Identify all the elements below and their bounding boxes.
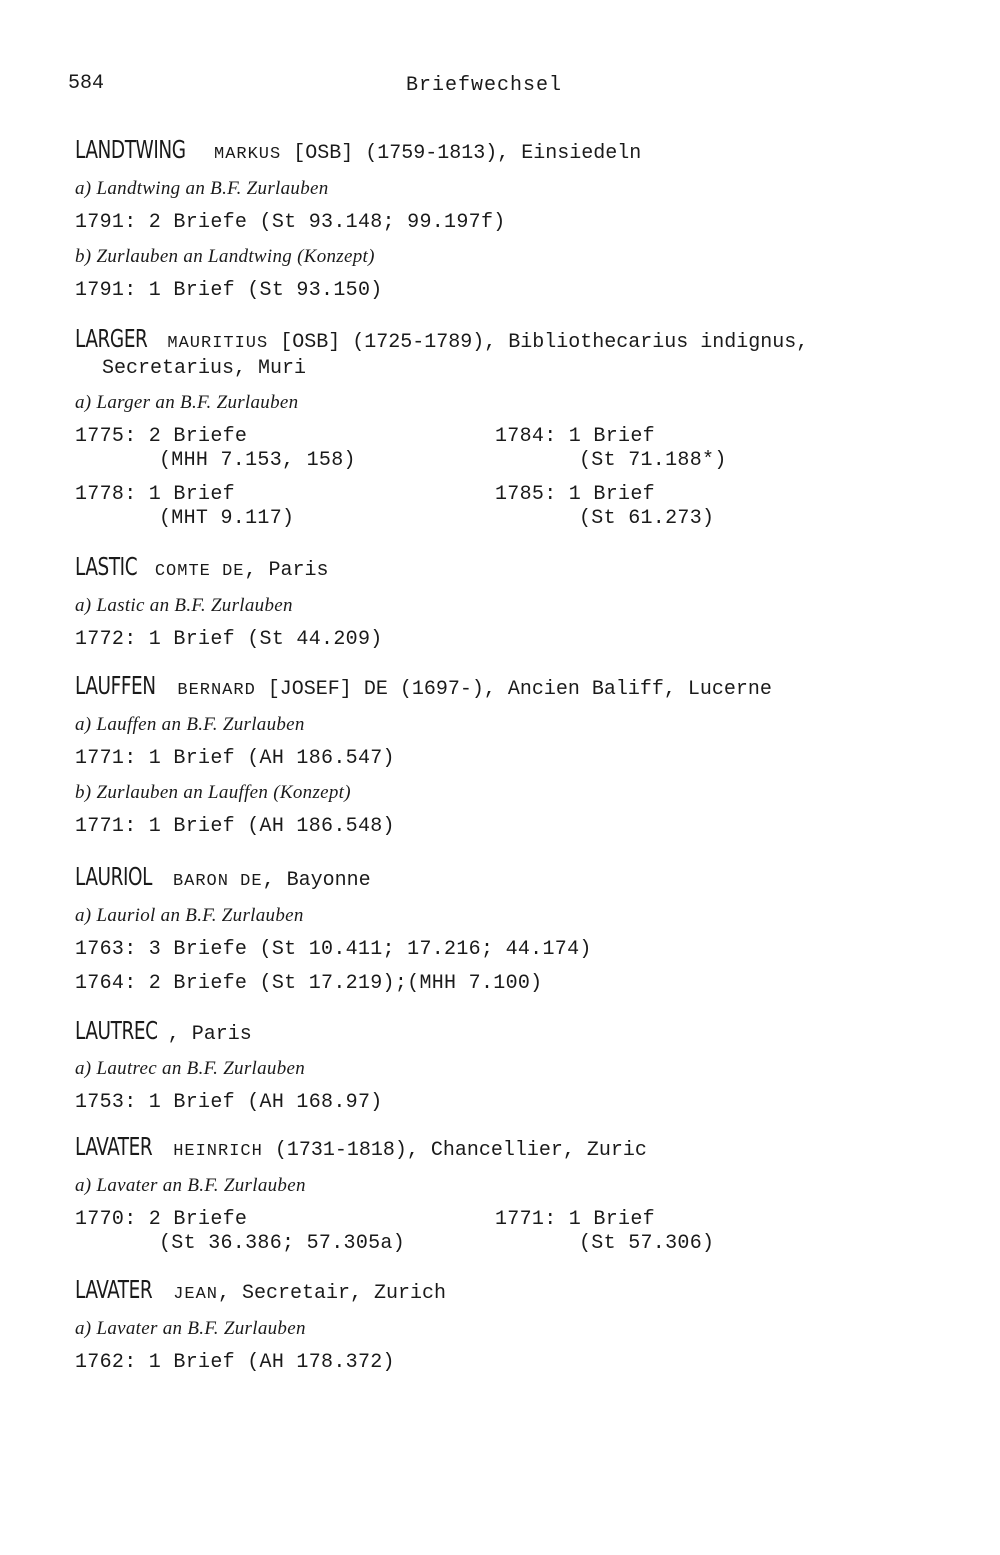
letters-left-column — [75, 1208, 495, 1256]
letters-right-column — [495, 1208, 915, 1256]
entry-name: LAURIOL — [75, 862, 153, 891]
entry-details: [OSB] (1759-1813), Einsiedeln — [281, 142, 642, 165]
entry-landtwing — [75, 137, 955, 303]
section-label: a) Lastic an B.F. Zurlauben — [75, 595, 293, 616]
letter-line: 1763: 3 Briefe (St 10.411; 17.216; 44.174) — [75, 938, 592, 961]
entry-details: (1731-1818), Chancellier, Zuric — [262, 1139, 647, 1162]
two-column-letters — [75, 1208, 955, 1256]
entry-larger — [75, 326, 955, 531]
section-label: a) Larger an B.F. Zurlauben — [75, 392, 299, 413]
section-label: a) Lauriol an B.F. Zurlauben — [75, 905, 304, 926]
letter-line: 1771: 1 Brief (AH 186.548) — [75, 815, 395, 838]
entry-details-continued: Secretarius, Muri — [102, 357, 307, 380]
entry-heading — [75, 554, 955, 584]
entry-name: LAVATER — [75, 1132, 153, 1161]
letters-left-column — [75, 425, 495, 531]
entry-given-name: COMTE DE — [154, 562, 245, 581]
letter-year: 1775: 2 Briefe — [75, 425, 248, 448]
entry-details: , Bayonne — [262, 869, 371, 892]
entry-lauffen — [75, 673, 955, 839]
letter-line: 1772: 1 Brief (St 44.209) — [75, 628, 383, 651]
entry-details: [OSB] (1725-1789), Bibliothecarius indignus, — [268, 331, 809, 354]
letter-reference: (MHH 7.153, 158) — [159, 449, 356, 472]
entry-given-name: HEINRICH — [173, 1142, 263, 1161]
letter-year: 1770: 2 Briefe — [75, 1208, 248, 1231]
letter-line: 1771: 1 Brief (AH 186.547) — [75, 747, 395, 770]
entry-heading — [75, 673, 955, 703]
entry-details: , Secretair, Zurich — [218, 1282, 447, 1305]
entry-given-name: MARKUS — [214, 145, 282, 164]
section-label: a) Landtwing an B.F. Zurlauben — [75, 178, 329, 199]
letter-line: 1791: 2 Briefe (St 93.148; 99.197f) — [75, 211, 506, 234]
entry-given-name: JEAN — [173, 1285, 218, 1304]
letter-reference: (St 61.273) — [579, 507, 715, 530]
letter-year: 1784: 1 Brief — [495, 425, 655, 448]
letter-year: 1771: 1 Brief — [495, 1208, 655, 1231]
entry-heading — [75, 864, 955, 894]
entry-name: LARGER — [75, 324, 148, 353]
letter-reference: (MHT 9.117) — [159, 507, 295, 530]
entry-heading — [75, 326, 955, 381]
entry-given-name: BARON DE — [172, 872, 263, 891]
letter-line: 1764: 2 Briefe (St 17.219);(MHH 7.100) — [75, 972, 543, 995]
section-label: a) Lavater an B.F. Zurlauben — [75, 1318, 306, 1339]
entry-name: LAUTREC — [75, 1016, 158, 1045]
letter-reference: (St 71.188*) — [579, 449, 727, 472]
entry-lauriol — [75, 864, 955, 996]
letter-year: 1778: 1 Brief — [75, 483, 235, 506]
entry-heading — [75, 1134, 955, 1164]
section-label: a) Lauffen an B.F. Zurlauben — [75, 714, 305, 735]
entry-given-name: BERNARD — [177, 681, 256, 700]
running-head: Briefwechsel — [406, 74, 563, 97]
entry-lastic — [75, 554, 955, 652]
entry-details: [JOSEF] DE (1697-), Ancien Baliff, Lucerne — [255, 678, 772, 701]
entry-lavater-heinrich — [75, 1134, 955, 1256]
letter-year: 1785: 1 Brief — [495, 483, 655, 506]
entry-given-name: MAURITIUS — [167, 334, 269, 353]
entry-heading — [75, 137, 955, 167]
letter-reference: (St 57.306) — [579, 1232, 715, 1255]
letter-line: 1791: 1 Brief (St 93.150) — [75, 279, 383, 302]
entry-name: LASTIC — [75, 552, 138, 581]
letter-line: 1753: 1 Brief (AH 168.97) — [75, 1091, 383, 1114]
entry-details: , Paris — [167, 1023, 252, 1046]
entry-heading — [75, 1277, 955, 1307]
entry-lavater-jean — [75, 1277, 955, 1375]
entry-name: LAUFFEN — [75, 671, 156, 700]
entry-name: LAVATER — [75, 1275, 153, 1304]
entry-details: , Paris — [244, 559, 329, 582]
section-label: a) Lavater an B.F. Zurlauben — [75, 1175, 306, 1196]
letter-reference: (St 36.386; 57.305a) — [159, 1232, 406, 1255]
section-label: b) Zurlauben an Landtwing (Konzept) — [75, 246, 375, 267]
two-column-letters — [75, 425, 955, 531]
entry-name: LANDTWING — [75, 135, 186, 164]
letters-right-column — [495, 425, 915, 531]
section-label: b) Zurlauben an Lauffen (Konzept) — [75, 782, 351, 803]
page-number: 584 — [68, 72, 105, 95]
entry-lautrec — [75, 1018, 955, 1115]
section-label: a) Lautrec an B.F. Zurlauben — [75, 1058, 306, 1079]
letter-line: 1762: 1 Brief (AH 178.372) — [75, 1351, 395, 1374]
entry-heading — [75, 1018, 955, 1047]
